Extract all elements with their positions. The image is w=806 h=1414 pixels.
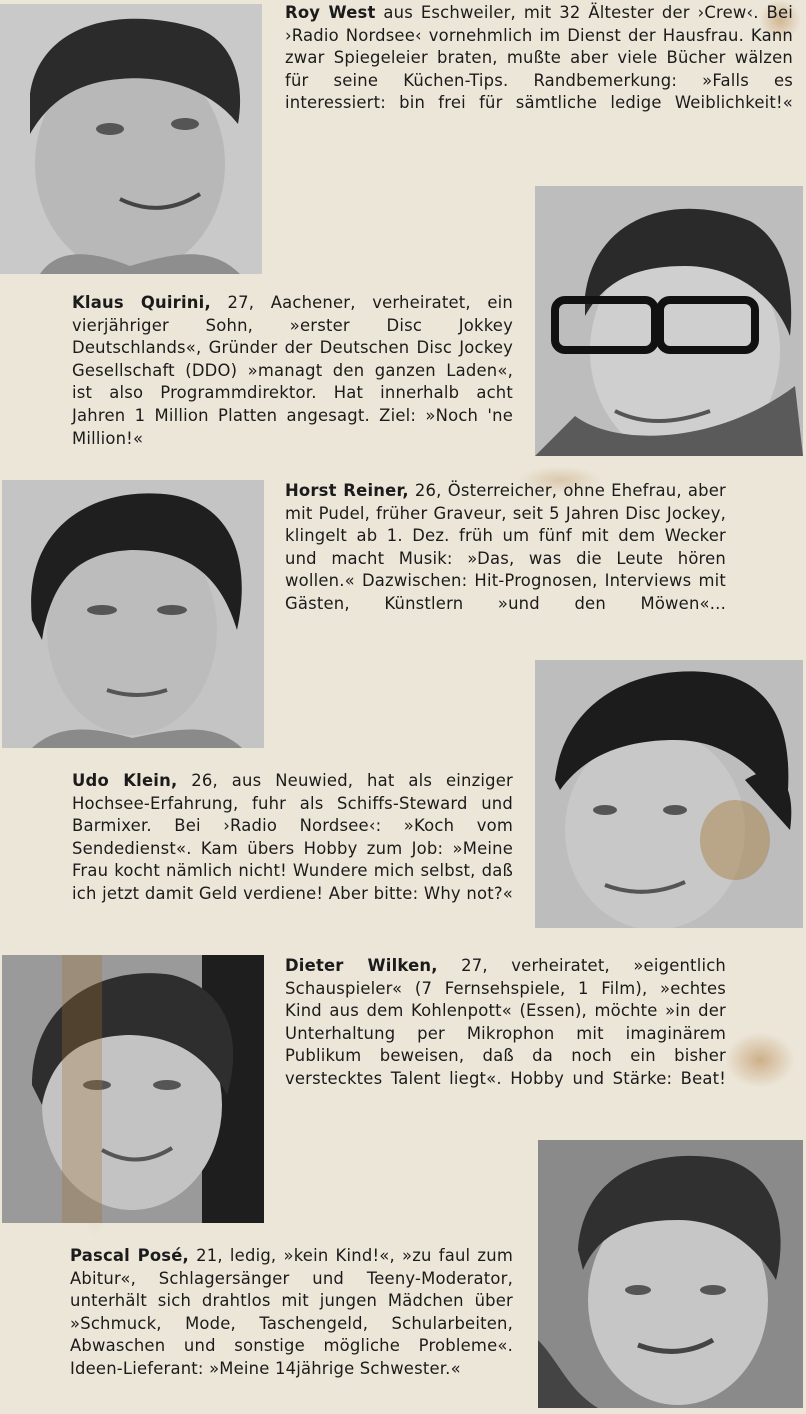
person-name: Dieter Wilken,: [285, 956, 438, 975]
bio-dieter-wilken: [285, 955, 726, 1091]
bio-text: 26, aus Neuwied, hat als einziger Hochsee-Erfahrung, fuhr als Schiffs-Steward und Barmixer. Bei ›Radio Nordsee‹: »Koch vom Sendedienst«. Kam übers Hobby zum Job: »Meine Frau kocht nämlich nicht! Wundere mich selbst, daß ich jetzt damit Geld verdiene! Aber bitte: Why not?«: [72, 771, 513, 903]
portrait-photo-klaus-quirini: [535, 186, 803, 456]
bio-udo-klein: [72, 770, 513, 906]
person-name: Pascal Posé,: [70, 1246, 189, 1265]
portrait-photo-udo-klein: [535, 660, 803, 928]
bio-text: aus Eschweiler, mit 32 Ältester der ›Crew‹. Bei ›Radio Nordsee‹ vornehmlich im Dienst der Hausfrau. Kann zwar Spiegeleier braten, mußte aber viele Bücher wälzen für seine Küchen-Tips. Randbemerkung: »Falls es interessiert: bin frei für sämtliche ledige Weiblichkeit!«: [285, 3, 793, 113]
portrait-photo-roy-west: [0, 4, 262, 274]
bio-klaus-quirini: [72, 292, 513, 450]
bio-roy-west: [285, 2, 793, 115]
bio-text: 21, ledig, »kein Kind!«, »zu faul zum Abitur«, Schlagersänger und Teeny-Moderator, unterhält sich drahtlos mit jungen Mädchen über »Schmuck, Mode, Taschengeld, Schularbeiten, Abwaschen und sonstige mögliche Probleme«. Ideen-Lieferant: »Meine 14jährige Schwester.«: [70, 1246, 513, 1378]
bio-text: 27, Aachener, verheiratet, ein vierjähriger Sohn, »erster Disc Jokkey Deutschlands«, Gründer der Deutschen Disc Jockey Gesellschaft (DDO) »managt den ganzen Laden«, ist also Programmdirektor. Hat innerhalb acht Jahren 1 Million Platten angesagt. Ziel: »Noch 'ne Million!«: [72, 293, 513, 448]
bio-text: 27, verheiratet, »eigentlich Schauspieler« (7 Fernsehspiele, 1 Film), »echtes Kind aus dem Kohlenpott« (Essen), möchte »in der Unterhaltung per Mikrophon mit imaginärem Publikum beweisen, daß da noch ein bisher verstecktes Talent liegt«. Hobby und Stärke: Beat!: [285, 956, 726, 1088]
bio-horst-reiner: [285, 480, 726, 616]
person-name: Horst Reiner,: [285, 481, 409, 500]
person-name: Klaus Quirini,: [72, 293, 211, 312]
person-name: Roy West: [285, 3, 376, 22]
person-name: Udo Klein,: [72, 771, 178, 790]
bio-text: 26, Österreicher, ohne Ehefrau, aber mit Pudel, früher Graveur, seit 5 Jahren Disc Jockey, klingelt ab 1. Dez. früh um fünf mit dem Wecker und macht Musik: »Das, was die Leute hören wollen.« Dazwischen: Hit-Prognosen, Interviews mit Gästen, Künstlern »und den Möwen«...: [285, 481, 726, 613]
portrait-photo-dieter-wilken: [2, 955, 264, 1223]
portrait-photo-horst-reiner: [2, 480, 264, 748]
portrait-photo-pascal-pose: [538, 1140, 803, 1408]
bio-pascal-pose: [70, 1245, 513, 1381]
